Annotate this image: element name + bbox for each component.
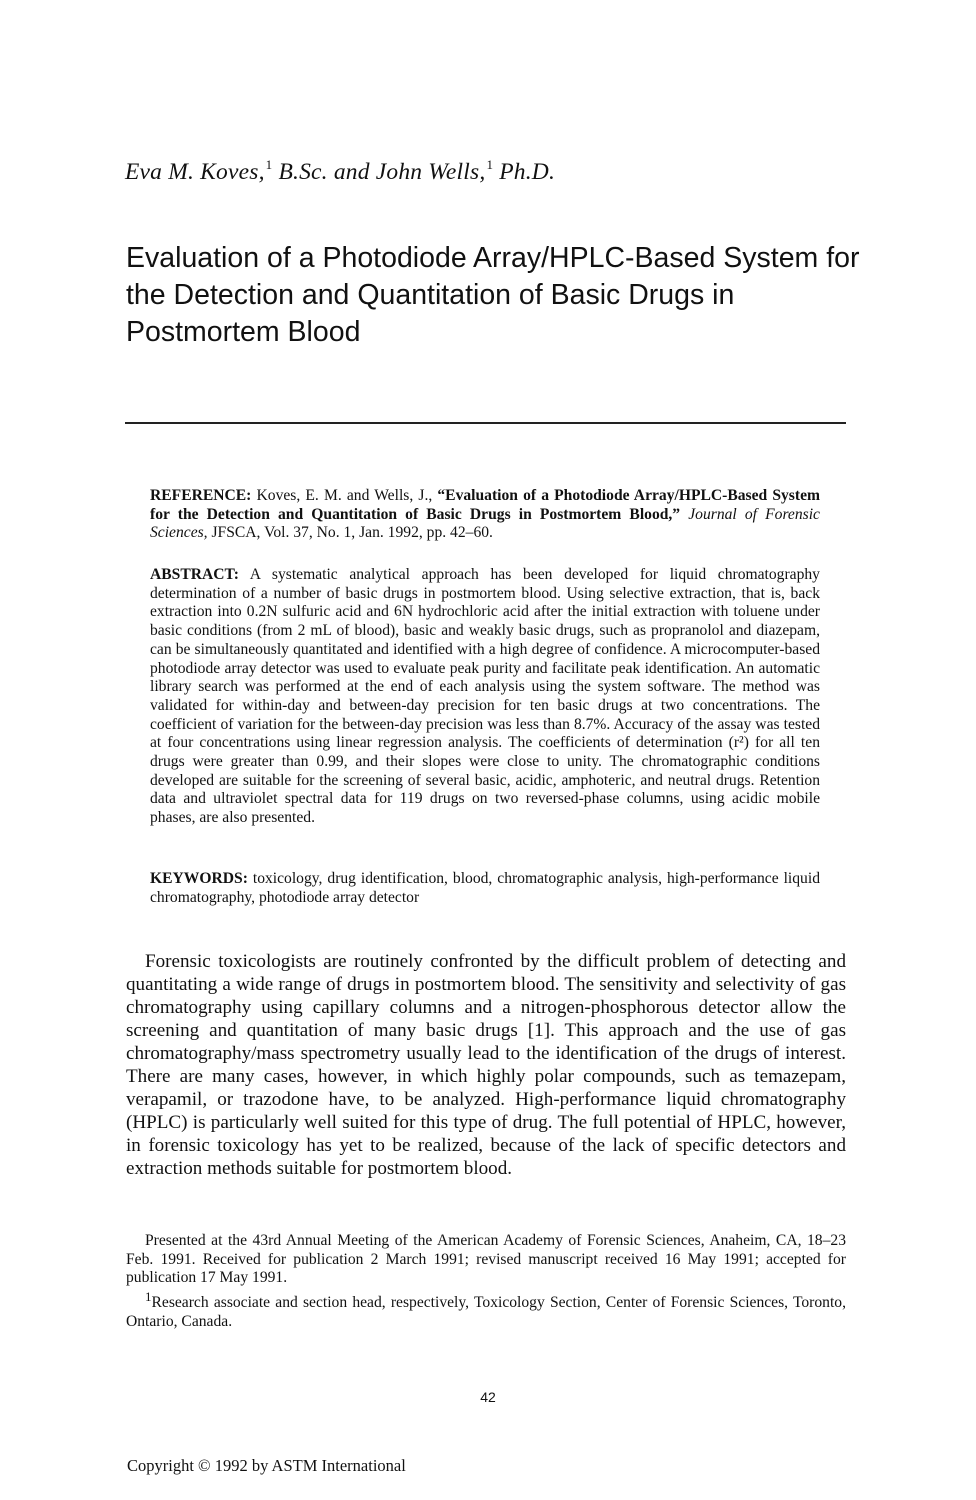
- abstract-text: A systematic analytical approach has been developed for liquid chromatography determination of a number of basic drugs in postmortem blood. Using selective extraction, that is, back extraction into 0.2N sulfuric acid and 6N hydrochloric acid after the initial extraction with toluene under basic conditions (from 2 mL of blood), basic and weakly basic drugs, such as propranolol and diazepam, can be simultaneously quantitated and identified with a high degree of confidence. A microcomputer-based photodiode array detector was used to evaluate peak purity and facilitate peak identification. An automatic library search was performed at the end of each analysis using the system software. The method was validated for within-day and between-day precision for ten basic drugs at two concentrations. The coefficient of variation for the between-day precision was less than 8.7%. Accuracy of the assay was tested at four concentrations using linear regression analysis. The coefficients of determination (r²) for all ten drugs were greater than 0.99, and their slopes were close to unity. The chromatographic conditions developed are suitable for the screening of several basic, acidic, amphoteric, and neutral drugs. Retention data and ultraviolet spectral data for 119 drugs on two reversed-phase columns, using acidic mobile phases, are also presented.: [150, 566, 820, 827]
- footnote-presented: Presented at the 43rd Annual Meeting of the American Academy of Forensic Sciences, Anaheim, CA, 18–23 Feb. 1991. Received for publication 2 March 1991; revised manuscript received 16 May 1991; accepted for publication 17 May 1991.: [126, 1232, 846, 1287]
- article-title: Evaluation of a Photodiode Array/HPLC-Based System for the Detection and Quantitation of Basic Drugs in Postmortem Blood: [126, 242, 860, 348]
- abstract-label: ABSTRACT:: [150, 566, 239, 583]
- author-1-name: Eva M. Koves,: [125, 159, 265, 185]
- reference-journal: Journal of Forensic Sciences,: [150, 505, 820, 542]
- abstract-block: [150, 566, 820, 828]
- reference-article-title: “Evaluation of a Photodiode Array/HPLC-Based System for the Detection and Quantitation of Basic Drugs in Postmortem Blood,”: [150, 487, 820, 523]
- keywords-block: [150, 870, 820, 907]
- reference-label: REFERENCE:: [150, 487, 252, 504]
- footnotes: [126, 1232, 846, 1332]
- author-line: [125, 157, 555, 186]
- author-2-degree: Ph.D.: [499, 159, 556, 185]
- author-2-footnote-mark: 1: [486, 157, 494, 172]
- copyright-notice: Copyright © 1992 by ASTM International: [127, 1456, 406, 1475]
- author-2-name: John Wells,: [375, 159, 486, 185]
- affiliation-footnote-mark: 1: [145, 1289, 152, 1305]
- keywords-text: toxicology, drug identification, blood, chromatographic analysis, high-performance liquid chromatography, photodiode array detector: [150, 870, 820, 906]
- reference-citation: JFSCA, Vol. 37, No. 1, Jan. 1992, pp. 42–60.: [211, 524, 493, 542]
- body-paragraph: Forensic toxicologists are routinely confronted by the difficult problem of detecting and quantitating a wide range of drugs in postmortem blood. The sensitivity and selectivity of gas chromatography using capillary columns and a nitrogen-phosphorous detector allow the screening and quantitation of many basic drugs [1]. This approach and the use of gas chromatography/mass spectrometry usually lead to the identification of the drugs of interest. There are many cases, however, in which highly polar compounds, such as temazepam, verapamil, or trazodone have, to be analyzed. High-performance liquid chromatography (HPLC) is particularly well suited for this type of drug. The full potential of HPLC, however, in forensic toxicology has yet to be realized, because of the lack of specific detectors and extraction methods suitable for postmortem blood.: [126, 951, 846, 1179]
- affiliation-text: Research associate and section head, respectively, Toxicology Section, Center of Forensic Sciences, Toronto, Ontario, Canada.: [126, 1294, 846, 1330]
- footnote-affiliation: [126, 1288, 846, 1332]
- reference-block: [150, 487, 820, 543]
- author-conjunction: and: [333, 159, 370, 185]
- title-divider: [125, 422, 846, 424]
- author-1-footnote-mark: 1: [265, 157, 273, 172]
- page-number: 42: [480, 1389, 496, 1405]
- author-1-degree: B.Sc.: [278, 159, 328, 185]
- keywords-label: KEYWORDS:: [150, 870, 248, 887]
- reference-authors: Koves, E. M. and Wells, J.,: [256, 487, 438, 504]
